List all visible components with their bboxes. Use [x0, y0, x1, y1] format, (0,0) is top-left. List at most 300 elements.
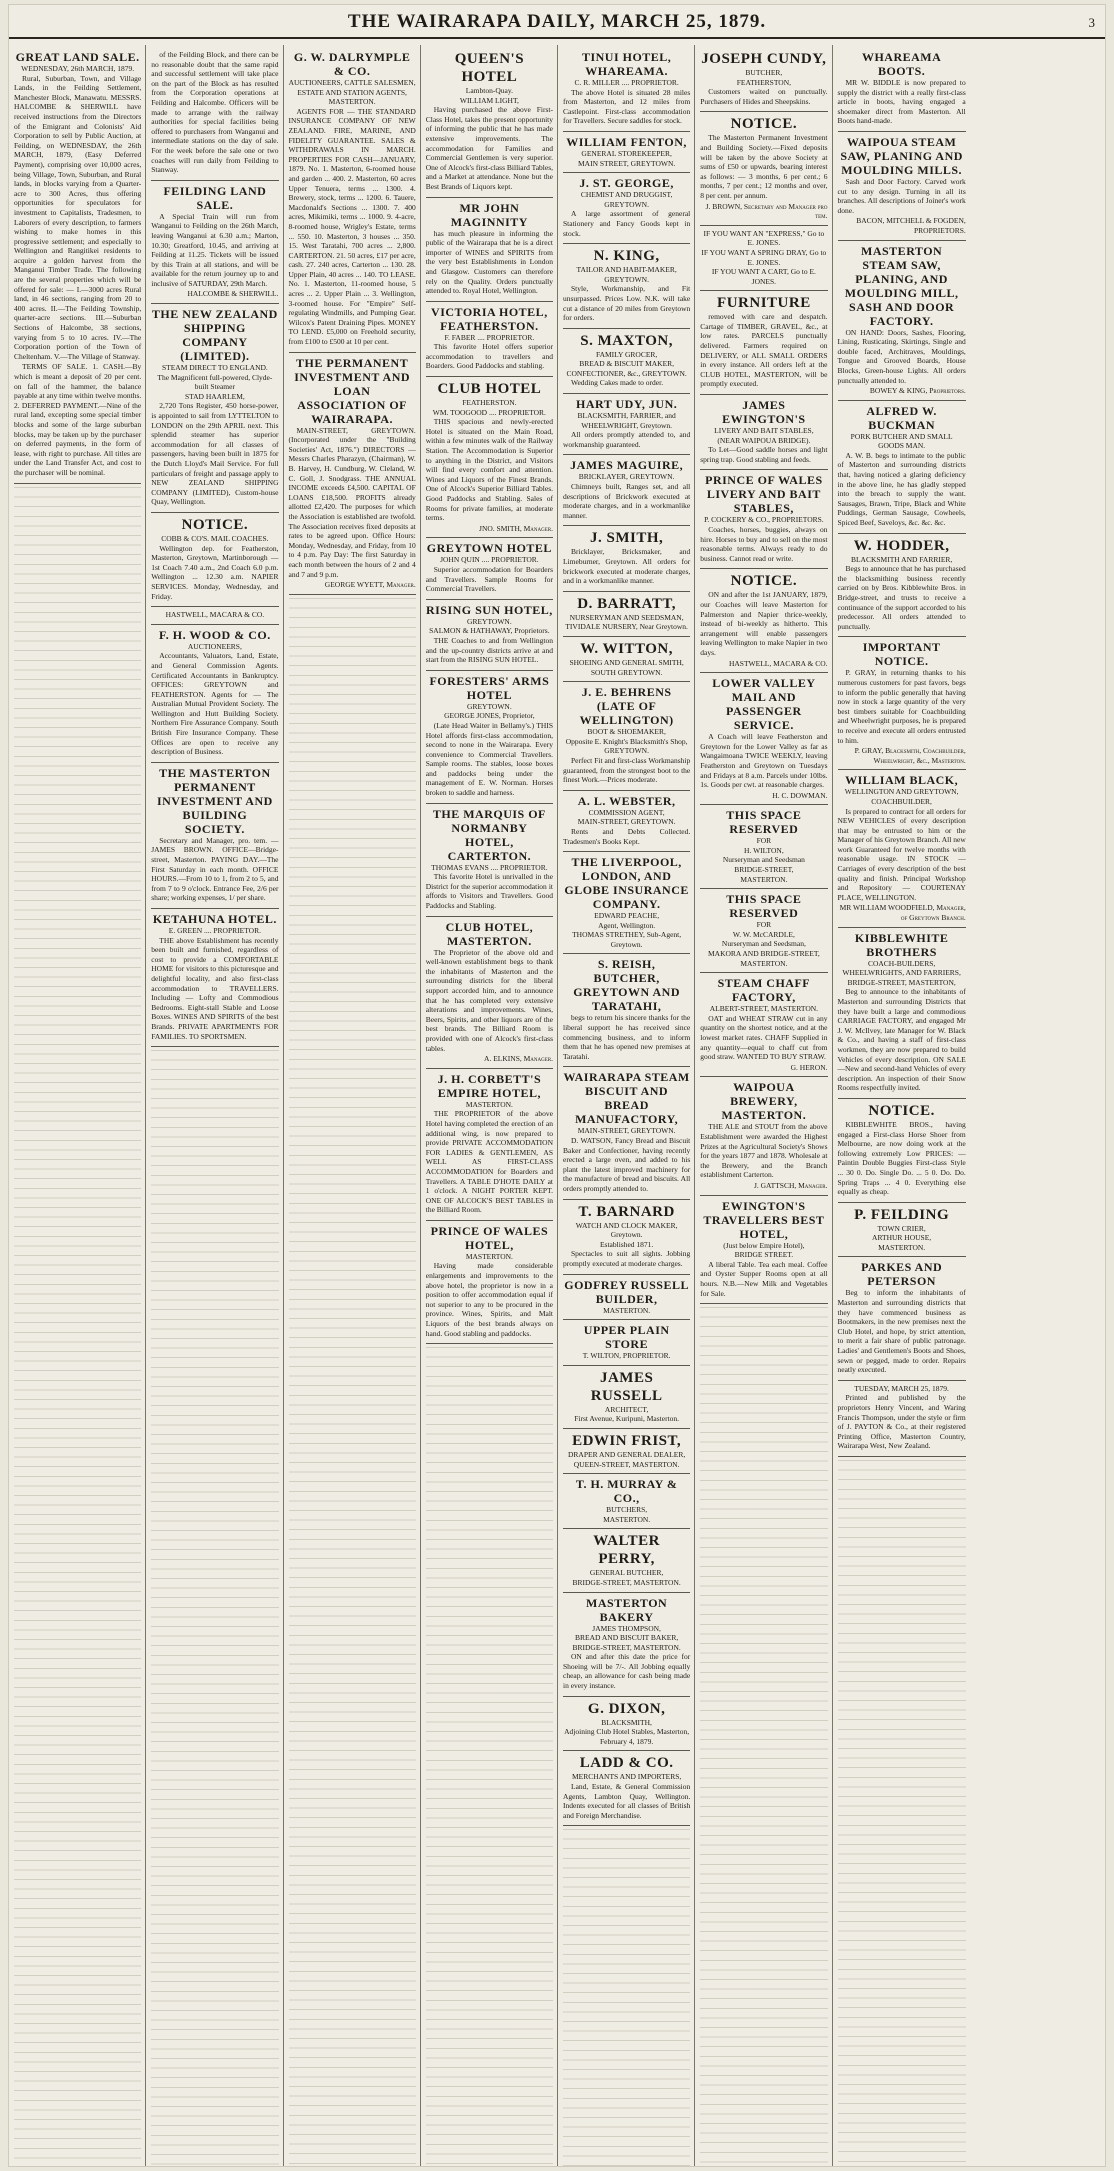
- ad-heading: T. BARNARD: [578, 1203, 675, 1220]
- advertisement: [563, 1320, 690, 1366]
- advertisement: [838, 132, 966, 241]
- ad-heading: N. KING,: [593, 248, 660, 265]
- advertisement: [563, 1697, 690, 1752]
- advertisement: [563, 1529, 690, 1592]
- newspaper-title: THE WAIRARAPA DAILY, MARCH 25, 1879.: [347, 11, 767, 32]
- ad-subline: TIVIDALE NURSERY, Near Greytown.: [565, 622, 688, 632]
- ad-heading: F. H. WOOD & CO.: [159, 627, 271, 642]
- ad-subline: MAKORA AND BRIDGE-STREET, MASTERTON.: [708, 949, 820, 968]
- ad-subline: The Magnificent full-powered, Clyde-built Steamer: [157, 372, 273, 392]
- advertisement: [700, 291, 827, 395]
- advertisement: [700, 395, 827, 470]
- ad-subline: Adjoining Club Hotel Stables, Masterton, February 4, 1879.: [564, 1727, 690, 1746]
- ad-heading: EDWIN FRIST,: [572, 1432, 682, 1449]
- ad-subline: COBB & CO'S. MAIL COACHES.: [161, 533, 269, 543]
- ad-body-text: Land, Estate, & General Commission Agents, Lambton Quay, Wellington. Indents executed for all classes of British and Foreign Merchandise.: [563, 1782, 691, 1820]
- column-text-filler: [700, 1304, 827, 2166]
- ad-heading: KIBBLEWHITE BROTHERS: [854, 930, 949, 959]
- ad-body-text: 2,720 Tons Register, 450 horse-power, is appointed to sail from LYTTELTON to LONDON on the 29th APRIL next. This splendid steamer has superior accommodation for all classes of passengers, having been built in 1875 for the Dutch Lloyd's Mail Service. For full particulars of freight and passage apply to NEW ZEALAND SHIPPING COMPANY (LIMITED), Custom-house Quay, Wellington.: [151, 401, 279, 507]
- advertisement: [151, 304, 278, 513]
- ad-signature: J. GATTSCH, Manager.: [753, 1180, 828, 1190]
- ad-subline: (NEAR WAIPOUA BRIDGE).: [717, 435, 811, 445]
- ad-subline: BOOT & SHOEMAKER,: [587, 727, 666, 737]
- advertisement: [563, 394, 690, 455]
- ad-subline: MASTERTON.: [603, 1514, 651, 1524]
- ad-body-text: The Masterton Permanent Investment and Building Society.—Fixed deposits will be taken by the above Society at sums of £50 or upwards, bearing interest as follows: — 3 months, 6 per cent.; 6 months, 7 per cent.; 12 months and over, 8 per cent. per annum.: [700, 133, 828, 200]
- ad-subline: Agent, Wellington.: [598, 920, 656, 930]
- ad-subline: BLACKSMITH,: [601, 1717, 652, 1727]
- ad-heading: TINUI HOTEL, WHAREAMA.: [581, 50, 672, 78]
- newspaper-column-5: [558, 45, 695, 2166]
- ad-subline: F. FABER .... PROPRIETOR.: [444, 332, 535, 342]
- ad-body-text: Style, Workmanship, and Fit unsurpassed. Prices Low. N.K. will take cut a distance of 20 miles from Greytown for orders.: [563, 284, 691, 323]
- newspaper-page: [8, 4, 1106, 2167]
- ad-heading: STEAM CHAFF FACTORY,: [717, 976, 811, 1005]
- ad-subline: W. W. McCARDLE,: [732, 929, 795, 939]
- ad-body-text: P. GRAY, in returning thanks to his numerous customers for past favors, begs to inform the public generally that having now in stock a large quantity of the very best timbers suitable for Coachbuilding and Wheelwright purposes, he is prepared to receive and execute all orders entrusted to him.: [837, 668, 966, 745]
- ad-subline: EDWARD PEACHE,: [594, 911, 660, 921]
- ad-body-text: A liberal Table. Tea each meal. Coffee and Oyster Supper Rooms open at all hours. N.B.—New Milk and Vegetables for Sale.: [700, 1259, 828, 1298]
- advertisement: [151, 763, 278, 909]
- ad-subline: BRIDGE STREET.: [734, 1250, 794, 1260]
- ad-subline: MASTERTON.: [878, 1242, 926, 1252]
- ad-subline: BUTCHER,: [745, 68, 783, 77]
- ad-subline: THOMAS STRETHEY, Sub-Agent, Greytown.: [572, 930, 682, 949]
- advertisement: [700, 226, 827, 292]
- advertisement: [838, 770, 966, 927]
- ad-body-text: (Late Head Waiter in Bellamy's.) THIS Hotel affords first-class accommodation, second to none in the Wairarapa. Every convenience to Commercial Travellers. Sample rooms. The stables, loose boxes and paddocks being under the management of E. W. Norman. Horses broken to saddle and harness.: [425, 720, 553, 798]
- advertisement: [563, 1593, 690, 1697]
- ad-body-text: MR W. BIDDLE is now prepared to supply the district with a really first-class article in boots, having engaged a shoemaker direct from Masterton. All Boots hand-made.: [837, 78, 966, 126]
- ad-signature: HALCOMBE & SHERWILL.: [187, 289, 279, 299]
- ad-subline: C. R. MILLER .... PROPRIETOR.: [574, 78, 679, 87]
- advertisement: [700, 569, 827, 673]
- newspaper-column-1: [9, 45, 146, 2166]
- ad-body-text: THE ALE and STOUT from the above Establishment were awarded the Highest Prizes at the Agricultural Society's Shows for the years 1877 and 1878. Wholesale at the Brewery, and the Branch establishment Carterton.: [700, 1122, 828, 1180]
- advertisement: [426, 917, 553, 1069]
- ad-body-text: Accountants, Valuators, Land, Estate, and General Commission Agents. Certificated Accountants in Bankruptcy. OFFICES: GREYTOWN and FEATHERSTON. Agents for — The Australian Mutual Provident Society. The Wellington and Hutt Building Society. Northern Fire Assurance Company. South British Fire Insurance Company. These Offices are open to receive any description of Business.: [151, 651, 279, 757]
- ad-heading: RISING SUN HOTEL,: [425, 602, 553, 617]
- column-text-filler: [151, 1047, 278, 2166]
- ad-signature: HASTWELL, MACARA & CO.: [728, 658, 828, 668]
- ad-signature: JNO. SMITH, Manager.: [479, 523, 553, 533]
- ad-heading: WHAREAMA BOOTS.: [861, 50, 942, 78]
- ad-body-text: ON and after the 1st JANUARY, 1879, our Coaches will leave Masterton for Palmerston and Napier thrice-weekly, instead of bi-weekly as hitherto. This arrangement will enable passengers leaving Wellington to make Napier in two days.: [700, 590, 828, 657]
- ad-subline: STAD HAARLEM,: [184, 391, 245, 401]
- ad-subline: JAMES THOMPSON,: [592, 1623, 661, 1633]
- ad-subline: FEATHERSTON,: [736, 77, 791, 87]
- advertisement: [151, 607, 278, 625]
- advertisement: [426, 671, 553, 804]
- ad-body-text: removed with care and despatch. Cartage of TIMBER, GRAVEL, &c., at low rates. PARCELS punctually delivered. Farmers required on DELIVERY, or ALL SMALL ORDERS in every instance. All orders left at the CLUB HOTEL, MASTERTON, will be promptly executed.: [700, 312, 828, 389]
- ad-heading: WILLIAM BLACK,: [845, 773, 959, 788]
- ad-subline: MERCHANTS AND IMPORTERS,: [571, 1772, 682, 1782]
- ad-body-text: THE above Establishment has recently been built and furnished, regardless of cost to provide a COMFORTABLE HOME for visitors to this picturesque and delightful locality, and also first-class accommodation to TRAVELLERS. Including — Lofty and Commodious Bedrooms. Eight-stall Stable and Loose Boxes. WINES AND SPIRITS of the best Brands. PRIVATE APARTMENTS FOR FAMILIES. TO SPORTSMEN.: [151, 935, 279, 1041]
- advertisement: [426, 377, 553, 538]
- advertisement: [426, 1069, 553, 1221]
- ad-subline: COACH-BUILDERS, WHEELWRIGHTS, AND FARRIERS,: [842, 958, 961, 978]
- ad-heading: THE LIVERPOOL, LONDON, AND GLOBE INSURANCE COMPANY.: [564, 855, 689, 912]
- ad-heading: PARKES AND PETERSON: [861, 1260, 943, 1289]
- ad-subline: First Avenue, Kuripuni, Masterton.: [574, 1414, 680, 1424]
- ad-heading: P. FEILDING: [854, 1206, 950, 1223]
- ad-subline: STEAM DIRECT TO ENGLAND.: [161, 363, 268, 373]
- ad-body-text: Spectacles to suit all sights. Jobbing promptly executed at moderate charges.: [563, 1249, 691, 1268]
- advertisement: [700, 47, 827, 112]
- ad-subline: (Just below Empire Hotel),: [723, 1240, 805, 1250]
- ad-heading: VICTORIA HOTEL, FEATHERSTON.: [431, 304, 548, 333]
- ad-subline: QUEEN-STREET, MASTERTON.: [573, 1459, 680, 1469]
- ad-subline: COMMISSION AGENT,: [588, 807, 665, 817]
- advertisement: [563, 1474, 690, 1529]
- ad-subline: Nurseryman and Seedsman,: [721, 939, 806, 949]
- advertisement: [563, 455, 690, 526]
- ad-subline: ALBERT-STREET, MASTERTON.: [709, 1004, 819, 1014]
- ad-subline: T. WILTON, PROPRIETOR.: [582, 1351, 671, 1361]
- column-text-filler: [838, 1457, 966, 2166]
- ad-subline: FOR: [756, 920, 772, 930]
- ad-heading: THE MARQUIS OF NORMANBY HOTEL, CARTERTON.: [432, 806, 546, 863]
- ad-subline: TAILOR AND HABIT-MAKER, GREYTOWN.: [576, 265, 677, 284]
- ad-heading: PRINCE OF WALES HOTEL,: [430, 1223, 549, 1252]
- ad-heading: WAIRARAPA STEAM BISCUIT AND BREAD MANUFACTORY,: [563, 1070, 690, 1127]
- ad-body-text: This favorite Hotel offers superior accommodation to travellers and Boarders. Good Paddocks and stabling.: [425, 342, 553, 371]
- ad-body-text: Beg to announce to the inhabitants of Masterton and surrounding Districts that they have built a large and commodious CARRIAGE FACTORY, and engaged Mr J. W. McIlvey, late Manager for W. Black & Co., and having a staff of first-class workmen, they are now prepared to build Vehicles of every description. ON SALE—New and second-hand Vehicles of every description. An inspection of their Snow Rooms respectfully invited.: [837, 987, 966, 1093]
- ad-heading: T. H. MURRAY & CO.,: [575, 1477, 678, 1506]
- advertisement: [426, 198, 553, 302]
- ad-heading: MR JOHN MAGINNITY: [450, 200, 528, 229]
- ad-heading: THIS SPACE RESERVED: [726, 892, 802, 921]
- advertisement: [563, 791, 690, 852]
- ad-heading: JAMES MAGUIRE,: [570, 458, 684, 473]
- advertisement: [700, 1077, 827, 1195]
- ad-heading: JAMES EWINGTON'S: [722, 398, 806, 427]
- ad-heading: QUEEN'S HOTEL: [454, 51, 525, 85]
- ad-heading: FORESTERS' ARMS HOTEL: [429, 673, 550, 702]
- advertisement: [838, 1203, 966, 1258]
- ad-heading: PRINCE OF WALES LIVERY AND BAIT STABLES,: [705, 473, 823, 516]
- ad-heading: FURNITURE: [717, 295, 811, 312]
- ad-subline: SHOEING AND GENERAL SMITH, SOUTH GREYTOWN.: [569, 657, 684, 677]
- advertisement: [289, 47, 416, 353]
- ad-body-text: To Let—Good saddle horses and light spring trap. Good stabling and feeds.: [700, 445, 828, 464]
- ad-subline: PORK BUTCHER AND SMALL GOODS MAN.: [850, 431, 953, 451]
- ad-subline: WILLIAM LIGHT,: [459, 95, 519, 105]
- ad-body-text: Sash and Door Factory. Carved work cut to any design. Turning in all its branches. All descriptions of Joiner's work done.: [837, 176, 966, 215]
- ad-heading: LOWER VALLEY MAIL AND PASSENGER SERVICE.: [712, 676, 816, 733]
- ad-heading: G. DIXON,: [587, 1700, 666, 1717]
- ad-body-text: AGENTS FOR — THE STANDARD INSURANCE COMPANY OF NEW ZEALAND. FIRE, MARINE, AND FIDELITY GUARANTEE. SALES & WITHDRAWALS IN MARCH. PROPERTIES FOR CASH—JANUARY, 1879. No. 1. Masterton, 6-roomed house and garden ... 400. 2. Masterton, 60 acres Upper Tenuera, terms ... 1300. 4. Brewery, stock, terms ... 1200. 6. Tauere, Macdonald's Sections ... 1300. 7. 400 acres, Mikimiki, terms ... 1000. 9. 4-acre, 8-roomed house, Wrigley's Estate, terms ... 550. 10. Masterton, 3 houses ... 350. 15. West Taratahi, 700 acres ... 2,800. CARTERTON. 21. 50 acres, £17 per acre, cash. 27. 240 acres, Carterton ... 130. 28. Upper Plain, 40 acres ... 140. TO LEASE. No. 1. Masterton, 11-roomed house, 5 acres ... 2. Upper Plain ... 3. Wellington, 3-roomed house. For "Empire" Self-regulating Windmills, and Pumping Gear. Wilcox's Patent Draining Pipes. MONEY TO LEND. £5,000 on Freehold security, from £100 to £500 at 10 per cent.: [288, 106, 416, 347]
- ad-body-text: MAIN-STREET, GREYTOWN. (Incorporated under the "Building Societies' Act, 1876.") DIRECTORS — Messrs Charles Pharazyn, (Chairman), W. B. Harvey, H. Cundburg, W. Cleland, W. C. Goll, J. Snodgrass. THE ANNUAL INCOME exceeds £4,500. CAPITAL OF LOANS £18,500. PROFITS already allotted £2,420. The purposes for which the Association is established are twofold. The Association receives fixed deposits at rates to be agreed upon. Office Hours: Monday, Wednesday, and Friday, from 10 to 4 p.m. Pay Day: The first Saturday in each month between the hours of 2 and 4 and 7 and 9 p.m.: [288, 425, 416, 579]
- ad-body-text: ON and after this date the price for Shoeing will be 7/-. All Jobbing equally cheap, an allowance for cash being made in every instance.: [563, 1652, 691, 1691]
- ad-body-text: Chimneys built, Ranges set, and all descriptions of Brickwork executed at moderate charges, and in a workmanlike manner.: [563, 482, 691, 520]
- advertisement: [563, 1751, 690, 1826]
- ad-body-text: Beg to inform the inhabitants of Masterton and surrounding districts that they have commenced business as Bootmakers, in the new premises next the Club Hotel, and hope, by strict attention, to merit a fair share of public patronage. Ladies' and Gentlemen's Boots and Shoes, sewn or pegged, made to order. Repairs neatly executed.: [837, 1288, 966, 1375]
- ad-subline: FOR: [756, 836, 772, 846]
- ad-subline: ARTHUR HOUSE,: [872, 1233, 932, 1243]
- advertisement: [563, 1429, 690, 1474]
- ad-heading: LADD & CO.: [579, 1755, 674, 1772]
- ad-body-text: A Coach will leave Featherston and Greytown for the Lower Valley as far as Wangaimoana TWICE WEEKLY, leaving Featherston and Greytown on Tuesdays and Fridays at 8 a.m. Parcels under 10lbs. 1s. Goods per cwt. at reasonable charges.: [700, 732, 828, 790]
- advertisement: [151, 513, 278, 607]
- ad-subline: Opposite E. Knight's Blacksmith's Shop, GREYTOWN.: [565, 736, 688, 756]
- ad-signature: MR WILLIAM WOODFIELD, Manager, of Greytown Branch.: [839, 903, 966, 923]
- advertisement: [563, 637, 690, 682]
- ad-heading: EWINGTON'S TRAVELLERS BEST HOTEL,: [703, 1198, 825, 1241]
- advertisement: [838, 241, 966, 401]
- ad-heading: JAMES RUSSELL: [590, 1369, 663, 1404]
- advertisement: [838, 401, 966, 534]
- ad-subline: BRIDGE-STREET, MASTERTON.: [572, 1577, 681, 1587]
- ad-heading: ALFRED W. BUCKMAN: [866, 403, 937, 432]
- advertisement: [563, 173, 690, 244]
- ad-heading: A. L. WEBSTER,: [577, 793, 676, 808]
- ad-subline: WELLINGTON AND GREYTOWN,: [844, 787, 959, 797]
- ad-body-text: has much pleasure in informing the public of the Wairarapa that he is a direct importer of WINES and SPIRITS from the very best Establishments in London and Glasgow. Customers can therefore rely on the Quality. Orders punctually attended to. Royal Hotel, Wellington.: [425, 228, 553, 296]
- ad-heading: J. E. BEHRENS (LATE OF WELLINGTON): [579, 685, 674, 728]
- ad-subline: CHEMIST AND DRUGGIST, GREYTOWN.: [580, 190, 673, 209]
- ad-heading: S. MAXTON,: [580, 332, 673, 349]
- ad-subline: BRICKLAYER, GREYTOWN.: [578, 472, 675, 482]
- ad-body-text: Wellington dep. for Featherston, Masterton, Greytown, Martinborough — 1st Coach 7.40 a.m., 2nd Coach 6.0 p.m. Wellington ... 12.30 a.m. NAPIER SERVICES. Monday, Wednesday, and Friday.: [151, 543, 279, 601]
- ad-heading: NOTICE.: [181, 516, 249, 533]
- ad-heading: WILLIAM FENTON,: [566, 134, 687, 149]
- advertisement: [563, 526, 690, 591]
- advertisement: [563, 1275, 690, 1321]
- ad-subline: GENERAL STOREKEEPER,: [581, 148, 672, 158]
- advertisement: [426, 804, 553, 917]
- ad-subline: WM. TOOGOOD .... PROPRIETOR.: [432, 407, 546, 417]
- ad-subline: TOWN CRIER,: [877, 1223, 926, 1233]
- ad-body-text: A. W. B. begs to intimate to the public of Masterton and surrounding districts that, having noticed a glaring deficiency in the above line, he has gladly stepped into the breach to supply the want. Sausages, Brawn, Tripe, Black and White Puddings, German Sausage, Cowheels, Spiced Beef, Saveloys, &c. &c. &c.: [837, 450, 966, 528]
- ad-subline: DRAPER AND GENERAL DEALER,: [568, 1449, 686, 1459]
- ad-heading: IMPORTANT NOTICE.: [862, 640, 941, 669]
- ad-subline: H. WILTON,: [744, 845, 784, 855]
- ad-subline: BRIDGE-STREET, MASTERTON,: [847, 977, 956, 987]
- ad-body-text: OAT and WHEAT STRAW cut in any quantity on the shortest notice, and at the lowest market rates. CHAFF Supplied in any quantity—equal to chaff cut from good straw. WANTED TO BUY STRAW.: [700, 1013, 828, 1062]
- newspaper-column-7: [833, 45, 970, 2166]
- ad-subline: IF YOU WANT A SPRING DRAY, Go to E. JONES.: [701, 247, 827, 267]
- ad-heading: WAIPOUA STEAM SAW, PLANING AND MOULDING MILLS.: [840, 134, 963, 177]
- ad-body-text: Coaches, horses, buggies, always on hire. Horses to buy and to sell on the most reasonable terms. Always ready to do business. Cannot read or write.: [700, 525, 828, 563]
- advertisement: [838, 1257, 966, 1380]
- advertisement: [14, 47, 141, 484]
- newspaper-column-6: [695, 45, 832, 2166]
- ad-subline: IF YOU WANT AN "EXPRESS," Go to E. JONES.: [703, 228, 825, 248]
- ad-body-text: begs to return his sincere thanks for the liberal support he has received since commencing business, and to inform them that he has opened new premises at Taratahi.: [563, 1013, 691, 1061]
- ad-heading: J. H. CORBETT'S EMPIRE HOTEL,: [437, 1071, 542, 1100]
- advertisement: [700, 889, 827, 973]
- ad-body-text: KIBBLEWHITE BROS., having engaged a First-class Horse Shoer from Melbourne, are now doing work at the following extremely Low PRICES: — Paintin Double Buggies First-class Style ... 30 0. Do. Single Do. ... 5 0. Do. Do. Spring Traps ... 4 0. Everything else equally as cheap.: [837, 1119, 966, 1197]
- ad-subline: FAMILY GROCER,: [595, 349, 658, 359]
- ad-heading: GREYTOWN HOTEL: [426, 541, 552, 556]
- ad-heading: JOSEPH CUNDY,: [701, 51, 827, 67]
- ad-heading: FEILDING LAND SALE.: [163, 183, 267, 212]
- advertisement: [426, 302, 553, 377]
- ad-subline: WEDNESDAY, 26th MARCH, 1879.: [21, 64, 135, 73]
- ad-subline: MAIN STREET, GREYTOWN.: [578, 158, 676, 168]
- column-text-filler: [14, 484, 141, 2166]
- ad-subline: MAIN-STREET, GREYTOWN.: [577, 1126, 676, 1136]
- advertisement: [563, 244, 690, 329]
- ad-signature: G. HERON.: [790, 1062, 828, 1072]
- ad-signature: GEORGE WYETT, Manager.: [324, 580, 416, 590]
- ad-heading: NOTICE.: [730, 116, 798, 133]
- advertisement: [563, 1200, 690, 1275]
- ad-heading: MASTERTON BAKERY: [586, 1595, 668, 1624]
- advertisement: [426, 600, 553, 671]
- ad-subline: BLACKSMITH, FARRIER, and WHEELWRIGHT, Greytown.: [577, 411, 676, 430]
- ad-heading: CLUB HOTEL: [437, 381, 542, 398]
- ad-body-text: Rural, Suburban, Town, and Village Lands, in the Feilding Settlement, Manchester Block, Manawatu. MESSRS. HALCOMBE & SHERWILL have received instructions from the Directors of the Emigrant and Colonists' Aid Corporation to sell by Public Auction, at Feilding, on WEDNESDAY, the 26th MARCH, 1879, (Easy Deferred Payment), comprising over 10,000 acres, being Village, Town, Suburban, and Rural lands, in blocks varying from a Quarter-acre to 300 Acres, thus offering opportunities for speculators for investment to Capitalists, Tradesmen, to Laborers of every description, to farmers wishing to make homes in this progressive settlement; and especially to Wellington and Rangitikei residents to acquire a golden harvest from the Manganui Timber Trade. The following are the several properties which will be offered for sale: — I.—3000 acres Rural land, in 46 sections, ranging from 20 to 400 acres. II.—The Feilding Township, quarter-acre sections. III.—Suburban Sections of Halcombe, 38 sections, varying from 5 to 10 acres. IV.—The Corporation portion of the Town of Cheltenham. V.—The Village of Stanway.: [14, 73, 142, 361]
- ad-body-text: of the Feilding Block, and there can be no reasonable doubt that the same rapid and successful settlement will take place on the part of the Block as has resulted from the Corporation operations at Feilding and Halcombe. Officers will be made to arrange with the railway authorities for special facilities being offered to purchasers from Wanganui and intermediate stations on the day of sale. For the week before the sale one or two coaches will run daily from Feilding to Stanway.: [151, 50, 279, 175]
- advertisement: [838, 928, 966, 1099]
- ad-body-text: Printed and published by the proprietors Henry Vincent, and Waring Francis Thompson, under the style or firm of J. PAYTON & Co., at their registered Printing Office, Masterton Country, Wairarapa West, New Zealand.: [837, 1393, 966, 1451]
- ad-subline: MAIN-STREET, GREYTOWN.: [577, 817, 676, 827]
- ad-heading: NOTICE.: [868, 1102, 935, 1119]
- advertisement: [563, 329, 690, 394]
- ad-signature: BOWEY & KING, Proprietors.: [869, 386, 966, 396]
- ad-body-text: Perfect Fit and first-class Workmanship guaranteed, from the strongest boot to the finest Work.—Prices moderate.: [563, 755, 691, 785]
- ad-subline: Established 1871.: [599, 1239, 654, 1249]
- ad-heading: WAIPOUA BREWERY, MASTERTON.: [721, 1080, 807, 1123]
- ad-subline: ARCHITECT,: [604, 1404, 649, 1414]
- advertisement: [563, 954, 690, 1067]
- ad-subline: AUCTIONEERS,: [187, 641, 242, 651]
- advertisement: [700, 112, 827, 225]
- ad-subline: P. COCKERY & CO., PROPRIETORS.: [704, 515, 824, 525]
- ad-body-text: THE Coaches to and from Wellington and the up-country districts arrive at and start from the RISING SUN HOTEL.: [425, 635, 553, 665]
- advertisement: [563, 1067, 690, 1199]
- page-number: 3: [1088, 15, 1095, 30]
- ad-body-text: THIS spacious and newly-erected Hotel is situated on the Main Road, within a few minutes walk of the Railway Station. The Accommodation is Superior to anything in the District, and Visitors will find every comfort and attention. Wines and Liquors of the Finest Brands. One of Alcock's Superior Billiard Tables. Good Paddocks and Stabling. Sales of Rooms for private families, at moderate terms.: [425, 417, 553, 523]
- advertisement: [563, 1366, 690, 1429]
- ad-signature: P. GRAY, Blacksmith, Coachbuilder, Wheelwright, &c., Masterton.: [854, 746, 966, 765]
- ad-body-text: The above Hotel is situated 28 miles from Masterton, and 12 miles from Castlepoint. First-class accommodation for Travellers. Secure saddles for stock.: [563, 87, 691, 126]
- advertisement: [151, 181, 278, 304]
- ad-body-text: A large assortment of general Stationery and Fancy Goods kept in stock.: [563, 209, 691, 238]
- advertisement: [563, 592, 690, 637]
- ad-subline: Lambton-Quay.: [465, 86, 513, 95]
- ad-heading: W. WITTON,: [580, 640, 673, 657]
- advertisement: [426, 1221, 553, 1344]
- ad-heading: J. SMITH,: [589, 530, 664, 547]
- ad-heading: THIS SPACE RESERVED: [726, 808, 802, 837]
- newspaper-column-3: [284, 45, 421, 2166]
- ad-body-text: A Special Train will run from Wanganui to Feilding on the 26th March, leaving Wanganui at 6.30 a.m.; Marton, 10.30; Greatford, 10.45, and arriving at Feilding at 11.25. Tickets will be issued by this Train at all stations, and will be available for the return journey up to and inclusive of SATURDAY, 29th March.: [151, 211, 279, 288]
- ad-subline: BREAD AND BISCUIT BAKER, BRIDGE-STREET, MASTERTON.: [572, 1633, 681, 1652]
- advertisement: [700, 973, 827, 1077]
- ad-body-text: Superior accommodation for Boarders and Travellers. Sample Rooms for Commercial Travellers.: [425, 564, 553, 594]
- ad-subline: BRIDGE-STREET,: [734, 865, 794, 875]
- ad-body-text: Begs to announce that he has purchased the blacksmithing business recently carried on by Bros. Kibblewhite Bros. in Bridge-street, and trusts to receive a continuance of the support accorded to his predecessor. All orders attended to punctually.: [837, 564, 966, 631]
- ad-heading: HART UDY, JUN.: [575, 397, 678, 412]
- advertisement: [838, 637, 966, 770]
- ad-body-text: Customers waited on punctually. Purchasers of Hides and Sheepskins.: [700, 87, 828, 106]
- ad-signature: BACON, MITCHELL & FOGDEN, PROPRIETORS.: [856, 216, 966, 235]
- advertisement: [151, 625, 278, 763]
- ad-subline: LIVERY AND BAIT STABLES,: [714, 426, 814, 436]
- ad-heading: WALTER PERRY,: [593, 1533, 660, 1568]
- ad-subline: COACHBUILDER,: [871, 796, 932, 806]
- newspaper-column-2: [146, 45, 283, 2166]
- ad-body-text: Is prepared to contract for all orders for NEW VEHICLES of every description that may be entrusted to him or the Manager of his Greytown Branch. All new work Guaranteed for twelve months with reasonable usage. IN STOCK — Carriages of every description of the best quality and finish. Principal Workshop and Repository — COURTENAY PLACE, WELLINGTON.: [837, 806, 966, 902]
- ad-body-text: This favorite Hotel is unrivalled in the District for the superior accommodation it affords to Visitors and Travellers. Good Paddocks and Stabling.: [425, 872, 553, 911]
- advertisement: [563, 47, 690, 132]
- ad-subline: GEORGE JONES, Proprietor,: [444, 711, 535, 721]
- advertisement: [838, 1099, 966, 1203]
- ad-signature: J. BROWN, Secretary and Manager pro tem.: [705, 201, 828, 221]
- column-text-filler: [563, 1826, 690, 2166]
- ad-signature: H. C. DOWMAN.: [772, 790, 828, 800]
- ad-heading: GREAT LAND SALE.: [15, 50, 140, 64]
- ad-heading: KETAHUNA HOTEL.: [152, 912, 277, 926]
- advertisement: [426, 538, 553, 599]
- ad-subline: Nurseryman and Seedsman: [722, 855, 805, 865]
- column-text-filler: [426, 1344, 553, 2166]
- ad-body-text: Secretary and Manager, pro. tem. — JAMES BROWN. OFFICE—Bridge-street, Masterton. PAYING DAY.—The First Saturday in each month. OFFICE HOURS.—From 10 to 1, from 2 to 5, and from 7 to 9 o'clock. Entrance Fee, 2/6 per share; working expenses, 1/ per share.: [151, 835, 279, 903]
- ad-heading: D. BARRATT,: [577, 595, 676, 612]
- ad-signature: A. ELKINS, Manager.: [484, 1054, 553, 1064]
- ad-heading: THE PERMANENT INVESTMENT AND LOAN ASSOCIATION OF WAIRARAPA.: [294, 355, 411, 426]
- ad-heading: G. W. DALRYMPLE & CO.: [293, 50, 411, 78]
- ad-body-text: Rents and Debts Collected. Tradesmen's Books Kept.: [563, 826, 691, 846]
- ad-body-text: Wedding Cakes made to order.: [571, 378, 664, 388]
- ad-subline: MASTERTON.: [603, 1305, 651, 1315]
- advertisement: [563, 682, 690, 791]
- ad-body-text: D. WATSON, Fancy Bread and Biscuit Baker and Confectioner, having recently erected a large oven, and added to his plant the latest improved machinery for the manufacture of bread and biscuits. All orders promptly attended to.: [563, 1136, 691, 1193]
- ad-subline: BREAD & BISCUIT MAKER, CONFECTIONER, &c., GREYTOWN.: [566, 359, 687, 378]
- ad-subline: MASTERTON.: [465, 1251, 513, 1261]
- ad-subline: GENERAL BUTCHER,: [589, 1568, 664, 1578]
- ad-body-text: THE PROPRIETOR of the above Hotel having completed the erection of an additional wing, is now prepared to provide PRIVATE ACCOMMODATION FOR LADIES & GENTLEMEN, AS WELL AS FIRST-CLASS ACCOMMODATION for Boarders and Travellers. A TABLE D'HOTE DAILY at 1 o'clock. A NIGHT PORTER KEPT. ONE OF ALCOCK'S BEST TABLES in the Billiard Room.: [425, 1109, 553, 1215]
- ad-heading: CLUB HOTEL, MASTERTON.: [445, 919, 534, 948]
- ad-heading: THE NEW ZEALAND SHIPPING COMPANY (LIMITED).: [151, 307, 278, 364]
- ad-subline: E. GREEN .... PROPRIETOR.: [168, 926, 261, 935]
- ad-heading: MASTERTON STEAM SAW, PLANING, AND MOULDING MILL, SASH AND DOOR FACTORY.: [844, 243, 959, 328]
- advertisement: [700, 805, 827, 889]
- ad-subline: JOHN QUIN .... PROPRIETOR.: [440, 555, 539, 565]
- ad-heading: W. HODDER,: [853, 537, 950, 554]
- advertisement: [700, 673, 827, 805]
- ad-subline: TUESDAY, MARCH 25, 1879.: [854, 1383, 949, 1393]
- masthead: [9, 5, 1105, 39]
- ad-subline: GREYTOWN.: [467, 701, 512, 711]
- ad-heading: S. REISH, BUTCHER, GREYTOWN AND TARATAHI,: [573, 957, 681, 1014]
- ad-body-text: All orders promptly attended to, and workmanship guaranteed.: [563, 430, 691, 449]
- ad-body-text: ON HAND: Doors, Sashes, Flooring, Lining, Rusticating, Skirtings, Single and double faced, Architraves, Mouldings, Tongue and Grooved Boards, House Blocks, Green-house Lights. All orders punctually attended to.: [837, 327, 966, 385]
- ad-subline: BUTCHERS,: [606, 1505, 648, 1515]
- advertisement: [563, 852, 690, 954]
- advertisement: [838, 47, 966, 132]
- advertisement: [700, 1196, 827, 1305]
- ad-subline: FEATHERSTON.: [462, 398, 517, 408]
- newspaper-column-4: [421, 45, 558, 2166]
- ad-terms-text: TERMS OF SALE. 1. CASH.—By which is meant a deposit of 20 per cent. on fall of the hammer, the balance payable at any time within twelve months. 2. DEFERRED PAYMENT.—Nine of the rural land, excepting some special timber blocks and some of the large suburban blocks, may be taken up by the purchaser on deferred payments, in the form of lease, with right to purchase. All titles are under the Land Transfer Act, and cost to the purchaser will be nominal.: [14, 362, 142, 477]
- advertisement: [838, 534, 966, 638]
- advertisement: [426, 47, 553, 198]
- ad-subline: IF YOU WANT A CART, Go to E. JONES.: [711, 267, 816, 286]
- ad-body-text: Bricklayer, Bricksmaker, and Limeburner, Greytown. All orders for brickwork executed at moderate charges, and in a workmanlike manner.: [563, 547, 691, 586]
- advertisement: [151, 47, 278, 181]
- ad-body-text: Having made considerable enlargements and improvements to the above hotel, the proprietor is now in a position to offer accommodation equal if not superior to any to be procured in the province. Wines, Spirits, and Malt Liquors of the best brands always on hand. Good stabling and paddocks.: [425, 1261, 553, 1338]
- ad-heading: THE MASTERTON PERMANENT INVESTMENT AND BUILDING SOCIETY.: [156, 765, 273, 836]
- advertisement: [838, 1381, 966, 1457]
- ad-subline: BLACKSMITH AND FARRIER,: [850, 554, 953, 564]
- ad-subline: GREYTOWN.: [467, 616, 512, 626]
- ad-subline: AUCTIONEERS, CATTLE SALESMEN, ESTATE AND STATION AGENTS, MASTERTON.: [288, 78, 416, 107]
- column-container: [9, 45, 1105, 2166]
